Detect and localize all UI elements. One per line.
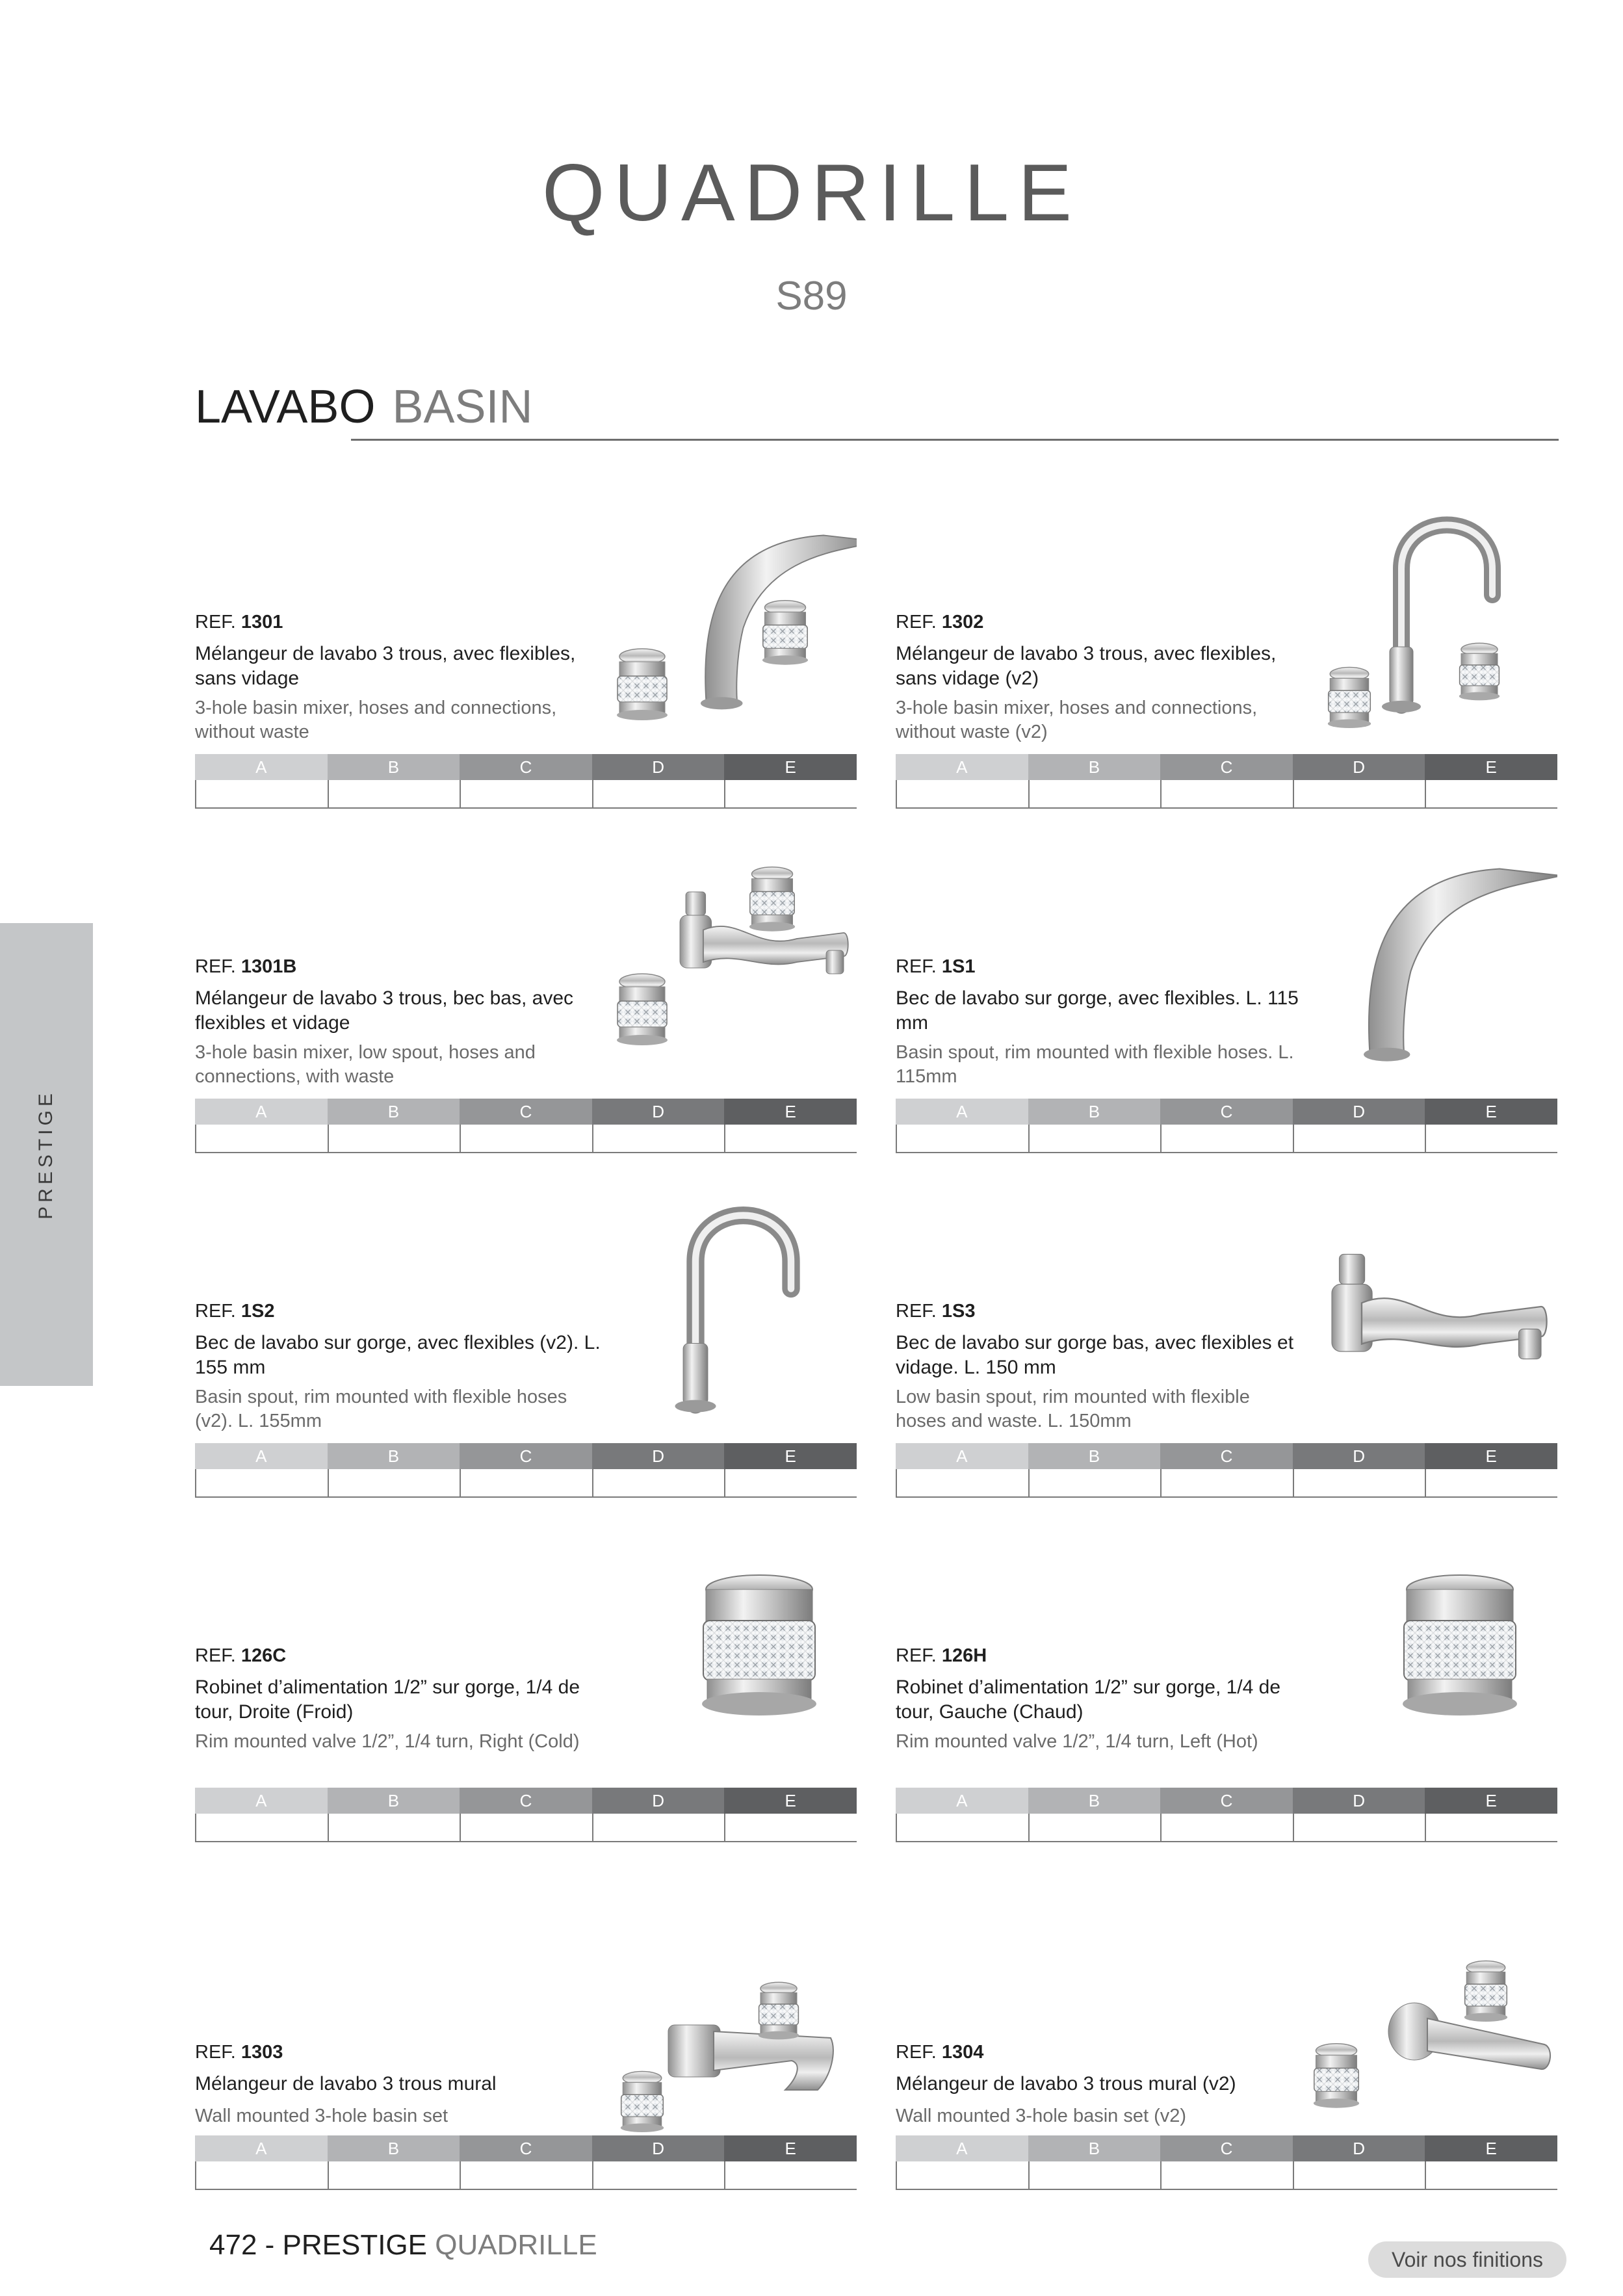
finish-header-e: E: [724, 1099, 857, 1125]
product-ref-code: 1301B: [240, 956, 297, 977]
product-ref-prefix: REF.: [195, 956, 241, 977]
product-ref-prefix: REF.: [195, 2042, 241, 2063]
finish-cell-c[interactable]: [1160, 780, 1293, 807]
product-image: [610, 1934, 857, 2161]
finish-cell-c[interactable]: [1160, 1814, 1293, 1841]
product-ref-code: 126C: [240, 1645, 287, 1666]
product-card: [896, 1934, 1557, 2246]
product-ref: [195, 1299, 275, 1324]
finish-table: [896, 2135, 1557, 2190]
product-card: [896, 848, 1557, 1160]
product-image: [1310, 1934, 1557, 2161]
product-name-en: Wall mounted 3-hole basin set (v2): [896, 2106, 1187, 2126]
finish-cell-d[interactable]: [1293, 1125, 1425, 1152]
product-ref-prefix: REF.: [195, 1645, 241, 1666]
finish-cell-d[interactable]: [1293, 1814, 1425, 1841]
finish-cell-c[interactable]: [460, 2161, 592, 2189]
finish-cell-a[interactable]: [195, 1814, 328, 1841]
finish-table-rule: [195, 1496, 857, 1498]
product-image: [610, 1193, 857, 1420]
finish-header-d: D: [592, 1443, 725, 1469]
footer-page-number: 472 - PRESTIGE: [209, 2229, 428, 2261]
finish-header-d: D: [592, 1788, 725, 1814]
product-card: [195, 1537, 857, 1849]
brand-title: QUADRILLE: [542, 148, 1081, 238]
finish-header-c: C: [460, 1099, 592, 1125]
product-ref-code: 1S3: [941, 1301, 976, 1322]
finish-header-b: B: [1028, 1443, 1161, 1469]
finish-table: [195, 754, 857, 809]
finish-header-c: C: [1160, 1788, 1293, 1814]
finish-table-rule: [896, 1152, 1557, 1153]
finish-header-a: A: [195, 1443, 328, 1469]
product-name-fr: Bec de lavabo sur gorge, avec flexibles. L. 115 mm: [896, 987, 1299, 1034]
finish-cell-e[interactable]: [724, 2161, 857, 2189]
finish-table: [195, 2135, 857, 2190]
finish-cell-b[interactable]: [328, 1814, 460, 1841]
finish-cell-a[interactable]: [896, 1469, 1028, 1496]
product-ref-prefix: REF.: [195, 612, 241, 633]
finish-cell-d[interactable]: [592, 1125, 725, 1152]
finish-cell-e[interactable]: [724, 1125, 857, 1152]
finish-cell-e[interactable]: [724, 1469, 857, 1496]
product-name-en: Basin spout, rim mounted with flexible hoses. L. 115mm: [896, 1042, 1294, 1087]
product-name-en: 3-hole basin mixer, low spout, hoses and connections, with waste: [195, 1042, 536, 1087]
finish-header-c: C: [1160, 1099, 1293, 1125]
product-card: [195, 1934, 857, 2246]
section-title-en: BASIN: [392, 381, 533, 433]
finish-header-c: C: [460, 754, 592, 780]
finish-cell-e[interactable]: [1425, 1125, 1557, 1152]
finish-header-d: D: [592, 754, 725, 780]
finish-cell-d[interactable]: [1293, 780, 1425, 807]
finish-table: [195, 1788, 857, 1842]
product-name-fr: Bec de lavabo sur gorge, avec flexibles (v2). L. 155 mm: [195, 1332, 601, 1378]
product-name-en: Basin spout, rim mounted with flexible hoses (v2). L. 155mm: [195, 1387, 567, 1431]
finish-header-e: E: [1425, 1099, 1557, 1125]
finish-cell-c[interactable]: [1160, 2161, 1293, 2189]
product-image: [610, 1537, 857, 1765]
finish-table: [896, 1788, 1557, 1842]
finish-header-d: D: [592, 1099, 725, 1125]
section-title: [195, 381, 533, 433]
finish-header-b: B: [1028, 2135, 1161, 2161]
finish-cell-d[interactable]: [1293, 1469, 1425, 1496]
finish-table: [195, 1443, 857, 1498]
finish-table-rule: [896, 1496, 1557, 1498]
finish-header-a: A: [195, 1099, 328, 1125]
finish-cell-e[interactable]: [724, 780, 857, 807]
finish-header-c: C: [1160, 1443, 1293, 1469]
product-name-en: 3-hole basin mixer, hoses and connections, without waste: [195, 698, 557, 742]
finish-header-a: A: [896, 2135, 1028, 2161]
finish-cell-d[interactable]: [592, 2161, 725, 2189]
section-divider: [351, 439, 1559, 441]
finish-cell-c[interactable]: [460, 1814, 592, 1841]
section-title-fr: LAVABO: [195, 381, 376, 433]
product-name-en: Wall mounted 3-hole basin set: [195, 2106, 448, 2126]
product-ref: [195, 954, 296, 979]
footer-collection: QUADRILLE: [435, 2229, 597, 2261]
finish-header-e: E: [724, 1443, 857, 1469]
product-ref-prefix: REF.: [896, 956, 942, 977]
product-ref-code: 1S1: [941, 956, 976, 977]
finish-table-rule: [195, 1152, 857, 1153]
product-image: [1310, 1193, 1557, 1420]
finish-cell-d[interactable]: [592, 780, 725, 807]
product-ref: [195, 610, 283, 634]
product-card: [896, 1193, 1557, 1505]
finish-table-rule: [195, 1841, 857, 1842]
product-ref-prefix: REF.: [195, 1301, 241, 1322]
finish-cell-a[interactable]: [896, 1125, 1028, 1152]
product-ref: [195, 2040, 283, 2065]
finish-header-c: C: [460, 1788, 592, 1814]
finish-header-b: B: [1028, 1788, 1161, 1814]
finish-cell-c[interactable]: [1160, 1469, 1293, 1496]
finish-cell-a[interactable]: [195, 2161, 328, 2189]
product-ref: [896, 1299, 976, 1324]
finish-cell-a[interactable]: [896, 1814, 1028, 1841]
product-ref-code: 1S2: [240, 1301, 275, 1322]
finish-header-d: D: [1293, 1099, 1425, 1125]
product-ref: [896, 610, 983, 634]
finish-cell-a[interactable]: [195, 1469, 328, 1496]
finish-cell-a[interactable]: [195, 780, 328, 807]
finish-cell-b[interactable]: [1028, 1814, 1161, 1841]
product-name-fr: Robinet d’alimentation 1/2” sur gorge, 1/4 de tour, Gauche (Chaud): [896, 1676, 1281, 1723]
finish-header-e: E: [724, 2135, 857, 2161]
finish-cell-b[interactable]: [328, 2161, 460, 2189]
finish-cell-c[interactable]: [1160, 1125, 1293, 1152]
finish-header-a: A: [896, 1443, 1028, 1469]
side-tab-label: PRESTIGE: [35, 1089, 57, 1220]
finish-header-a: A: [896, 1099, 1028, 1125]
finish-header-d: D: [1293, 1443, 1425, 1469]
product-ref-code: 1301: [240, 612, 283, 633]
finish-cell-e[interactable]: [1425, 1814, 1557, 1841]
product-ref-prefix: REF.: [896, 612, 942, 633]
product-name-en: Rim mounted valve 1/2”, 1/4 turn, Left (Hot): [896, 1731, 1258, 1752]
product-name-en: Low basin spout, rim mounted with flexible hoses and waste. L. 150mm: [896, 1387, 1250, 1431]
finish-header-d: D: [592, 2135, 725, 2161]
finish-cell-c[interactable]: [460, 1125, 592, 1152]
product-ref: [195, 1643, 286, 1668]
finish-cell-b[interactable]: [1028, 1125, 1161, 1152]
product-ref-prefix: REF.: [896, 2042, 942, 2063]
finish-header-e: E: [1425, 1443, 1557, 1469]
finish-header-a: A: [896, 754, 1028, 780]
finish-header-d: D: [1293, 1788, 1425, 1814]
series-code: S89: [775, 274, 848, 319]
finish-table-rule: [195, 807, 857, 809]
finish-header-e: E: [724, 1788, 857, 1814]
finish-table: [896, 754, 1557, 809]
product-ref-code: 1302: [941, 612, 984, 633]
finish-cell-b[interactable]: [1028, 2161, 1161, 2189]
finish-header-b: B: [328, 1443, 460, 1469]
product-ref-prefix: REF.: [896, 1645, 942, 1666]
finish-header-b: B: [328, 2135, 460, 2161]
product-name-fr: Mélangeur de lavabo 3 trous mural (v2): [896, 2073, 1236, 2094]
product-name-fr: Mélangeur de lavabo 3 trous mural: [195, 2073, 497, 2094]
finish-header-e: E: [1425, 754, 1557, 780]
finish-cell-a[interactable]: [896, 2161, 1028, 2189]
finish-header-e: E: [1425, 1788, 1557, 1814]
finish-header-d: D: [1293, 754, 1425, 780]
finish-cell-b[interactable]: [328, 1469, 460, 1496]
product-ref-code: 1304: [941, 2042, 984, 2063]
finish-cell-b[interactable]: [1028, 780, 1161, 807]
finish-header-c: C: [460, 2135, 592, 2161]
finish-table-rule: [195, 2189, 857, 2190]
finish-cell-c[interactable]: [460, 780, 592, 807]
finish-cell-e[interactable]: [1425, 2161, 1557, 2189]
product-image: [610, 504, 857, 731]
finish-header-a: A: [195, 2135, 328, 2161]
finish-table-rule: [896, 2189, 1557, 2190]
finish-header-a: A: [195, 1788, 328, 1814]
finish-cell-b[interactable]: [328, 780, 460, 807]
product-name-fr: Robinet d’alimentation 1/2” sur gorge, 1/4 de tour, Droite (Froid): [195, 1676, 580, 1723]
product-ref-prefix: REF.: [896, 1301, 942, 1322]
finish-cell-b[interactable]: [1028, 1469, 1161, 1496]
product-name-en: Rim mounted valve 1/2”, 1/4 turn, Right (Cold): [195, 1731, 580, 1752]
finish-header-a: A: [195, 754, 328, 780]
product-name-fr: Mélangeur de lavabo 3 trous, avec flexibles, sans vidage: [195, 643, 576, 689]
finish-cell-d[interactable]: [1293, 2161, 1425, 2189]
finish-header-b: B: [328, 1788, 460, 1814]
finish-cell-e[interactable]: [1425, 1469, 1557, 1496]
finish-header-c: C: [1160, 2135, 1293, 2161]
finish-header-e: E: [1425, 2135, 1557, 2161]
product-card: [195, 504, 857, 816]
product-name-fr: Bec de lavabo sur gorge bas, avec flexibles et vidage. L. 150 mm: [896, 1332, 1294, 1378]
finish-cell-c[interactable]: [460, 1469, 592, 1496]
footer-page-label: [209, 2231, 597, 2260]
finish-header-b: B: [1028, 1099, 1161, 1125]
finish-table: [896, 1443, 1557, 1498]
product-card: [195, 848, 857, 1160]
finish-cell-d[interactable]: [592, 1469, 725, 1496]
product-image: [1310, 848, 1557, 1076]
finish-cell-e[interactable]: [1425, 780, 1557, 807]
product-name-en: 3-hole basin mixer, hoses and connections, without waste (v2): [896, 698, 1258, 742]
finish-table: [195, 1099, 857, 1153]
finish-header-c: C: [1160, 754, 1293, 780]
view-finishes-button[interactable]: Voir nos finitions: [1368, 2241, 1566, 2278]
product-card: [896, 504, 1557, 816]
product-image: [1310, 1537, 1557, 1765]
product-card: [896, 1537, 1557, 1849]
finish-table-rule: [896, 807, 1557, 809]
finish-cell-a[interactable]: [195, 1125, 328, 1152]
finish-header-b: B: [328, 754, 460, 780]
finish-table: [896, 1099, 1557, 1153]
finish-table-rule: [896, 1841, 1557, 1842]
finish-cell-a[interactable]: [896, 780, 1028, 807]
finish-cell-d[interactable]: [592, 1814, 725, 1841]
product-name-fr: Mélangeur de lavabo 3 trous, avec flexibles, sans vidage (v2): [896, 643, 1277, 689]
finish-cell-b[interactable]: [328, 1125, 460, 1152]
finish-header-c: C: [460, 1443, 592, 1469]
product-ref: [896, 1643, 987, 1668]
product-name-fr: Mélangeur de lavabo 3 trous, bec bas, avec flexibles et vidage: [195, 987, 574, 1034]
finish-header-d: D: [1293, 2135, 1425, 2161]
finish-header-e: E: [724, 754, 857, 780]
finish-header-a: A: [896, 1788, 1028, 1814]
product-image: [610, 848, 857, 1076]
finish-header-b: B: [328, 1099, 460, 1125]
finish-header-b: B: [1028, 754, 1161, 780]
product-ref: [896, 954, 976, 979]
product-ref-code: 126H: [941, 1645, 987, 1666]
product-ref-code: 1303: [240, 2042, 283, 2063]
product-card: [195, 1193, 857, 1505]
product-image: [1310, 504, 1557, 731]
product-ref: [896, 2040, 983, 2065]
finish-cell-e[interactable]: [724, 1814, 857, 1841]
